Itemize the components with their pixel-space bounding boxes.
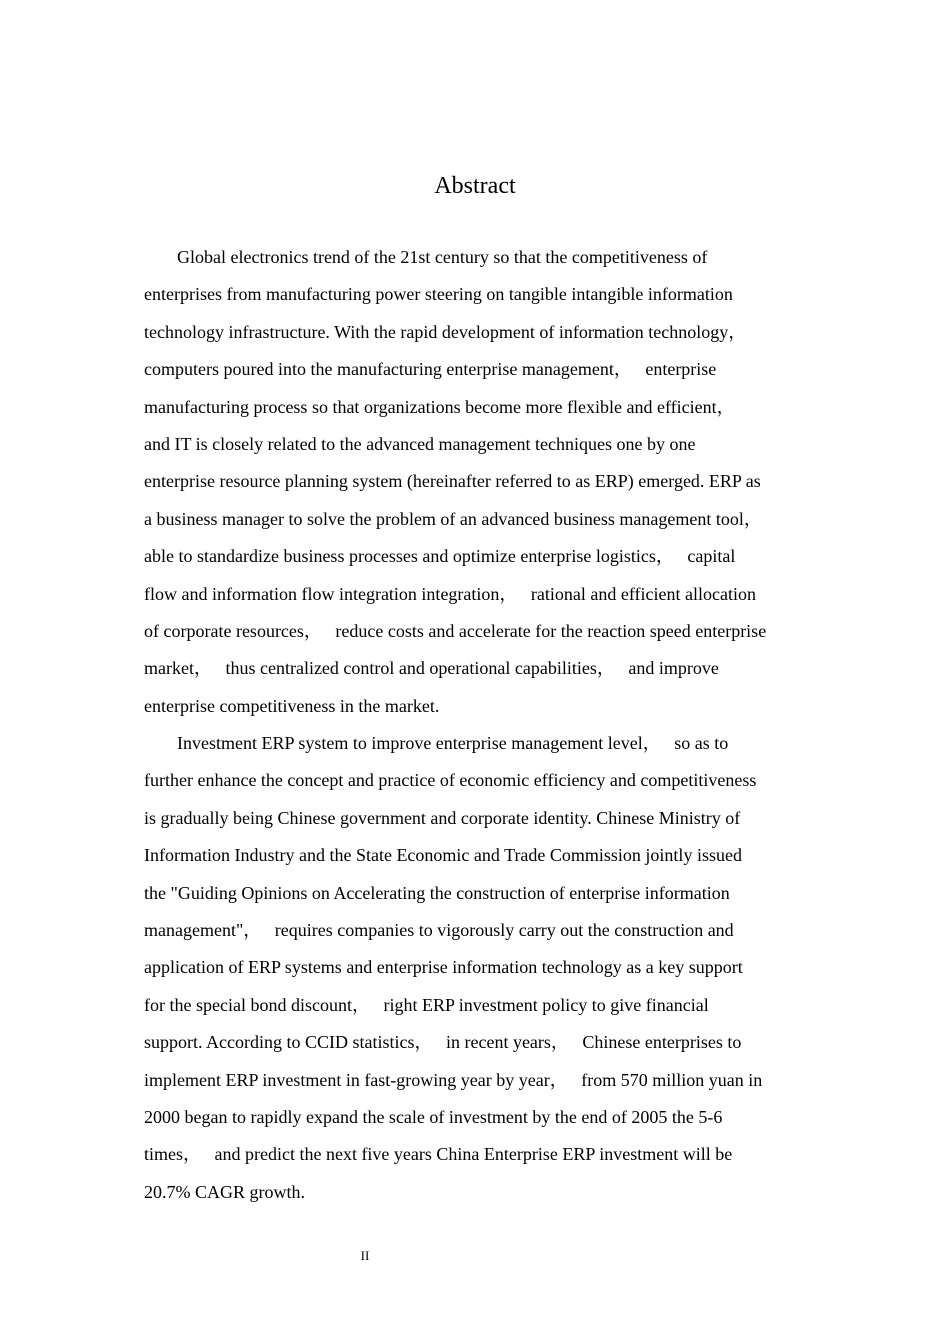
text-line: Information Industry and the State Economic and Trade Commission jointly issued bbox=[144, 845, 742, 866]
text-line: enterprise competitiveness in the market. bbox=[144, 695, 440, 716]
text-line: enterprise resource planning system (hereinafter referred to as ERP) emerged. ERP as bbox=[144, 471, 761, 492]
text-line: flow and information flow integration integration， rational and efficient allocation bbox=[144, 583, 756, 604]
text-line: market， thus centralized control and operational capabilities， and improve bbox=[144, 658, 719, 679]
text-line: and IT is closely related to the advanced management techniques one by one bbox=[144, 433, 696, 454]
text-line: computers poured into the manufacturing enterprise management， enterprise bbox=[144, 359, 717, 380]
text-line: enterprises from manufacturing power steering on tangible intangible information bbox=[144, 284, 733, 305]
text-line: is gradually being Chinese government and corporate identity. Chinese Ministry of bbox=[144, 807, 741, 828]
text-line: times， and predict the next five years China Enterprise ERP investment will be bbox=[144, 1144, 733, 1165]
text-line: able to standardize business processes and optimize enterprise logistics， capital bbox=[144, 546, 736, 567]
text-line: of corporate resources， reduce costs and accelerate for the reaction speed enterprise bbox=[144, 620, 767, 641]
text-line: manufacturing process so that organizations become more flexible and efficient， bbox=[144, 396, 735, 417]
page-number: II bbox=[360, 1248, 370, 1263]
paragraph-2 bbox=[144, 725, 806, 1211]
text-line: Global electronics trend of the 21st century so that the competitiveness of bbox=[177, 247, 708, 267]
abstract-body bbox=[144, 239, 806, 1211]
text-line: application of ERP systems and enterprise information technology as a key support bbox=[144, 957, 743, 978]
text-line: support. According to CCID statistics， in recent years， Chinese enterprises to bbox=[144, 1032, 742, 1053]
text-line: management"， requires companies to vigorously carry out the construction and bbox=[144, 920, 734, 941]
text-line: further enhance the concept and practice of economic efficiency and competitiveness bbox=[144, 770, 757, 791]
text-line: 20.7% CAGR growth. bbox=[144, 1181, 305, 1202]
text-line: implement ERP investment in fast-growing year by year， from 570 million yuan in bbox=[144, 1069, 763, 1090]
text-line: 2000 began to rapidly expand the scale of investment by the end of 2005 the 5-6 bbox=[144, 1106, 723, 1127]
text-line: Investment ERP system to improve enterprise management level， so as to bbox=[177, 733, 729, 754]
paragraph-1 bbox=[144, 239, 806, 725]
text-line: technology infrastructure. With the rapid development of information technology， bbox=[144, 321, 747, 342]
text-line: the "Guiding Opinions on Accelerating the construction of enterprise information bbox=[144, 882, 730, 903]
text-line: for the special bond discount， right ERP investment policy to give financial bbox=[144, 994, 709, 1015]
text-line: a business manager to solve the problem of an advanced business management tool， bbox=[144, 508, 762, 529]
page-title: Abstract bbox=[434, 173, 516, 199]
